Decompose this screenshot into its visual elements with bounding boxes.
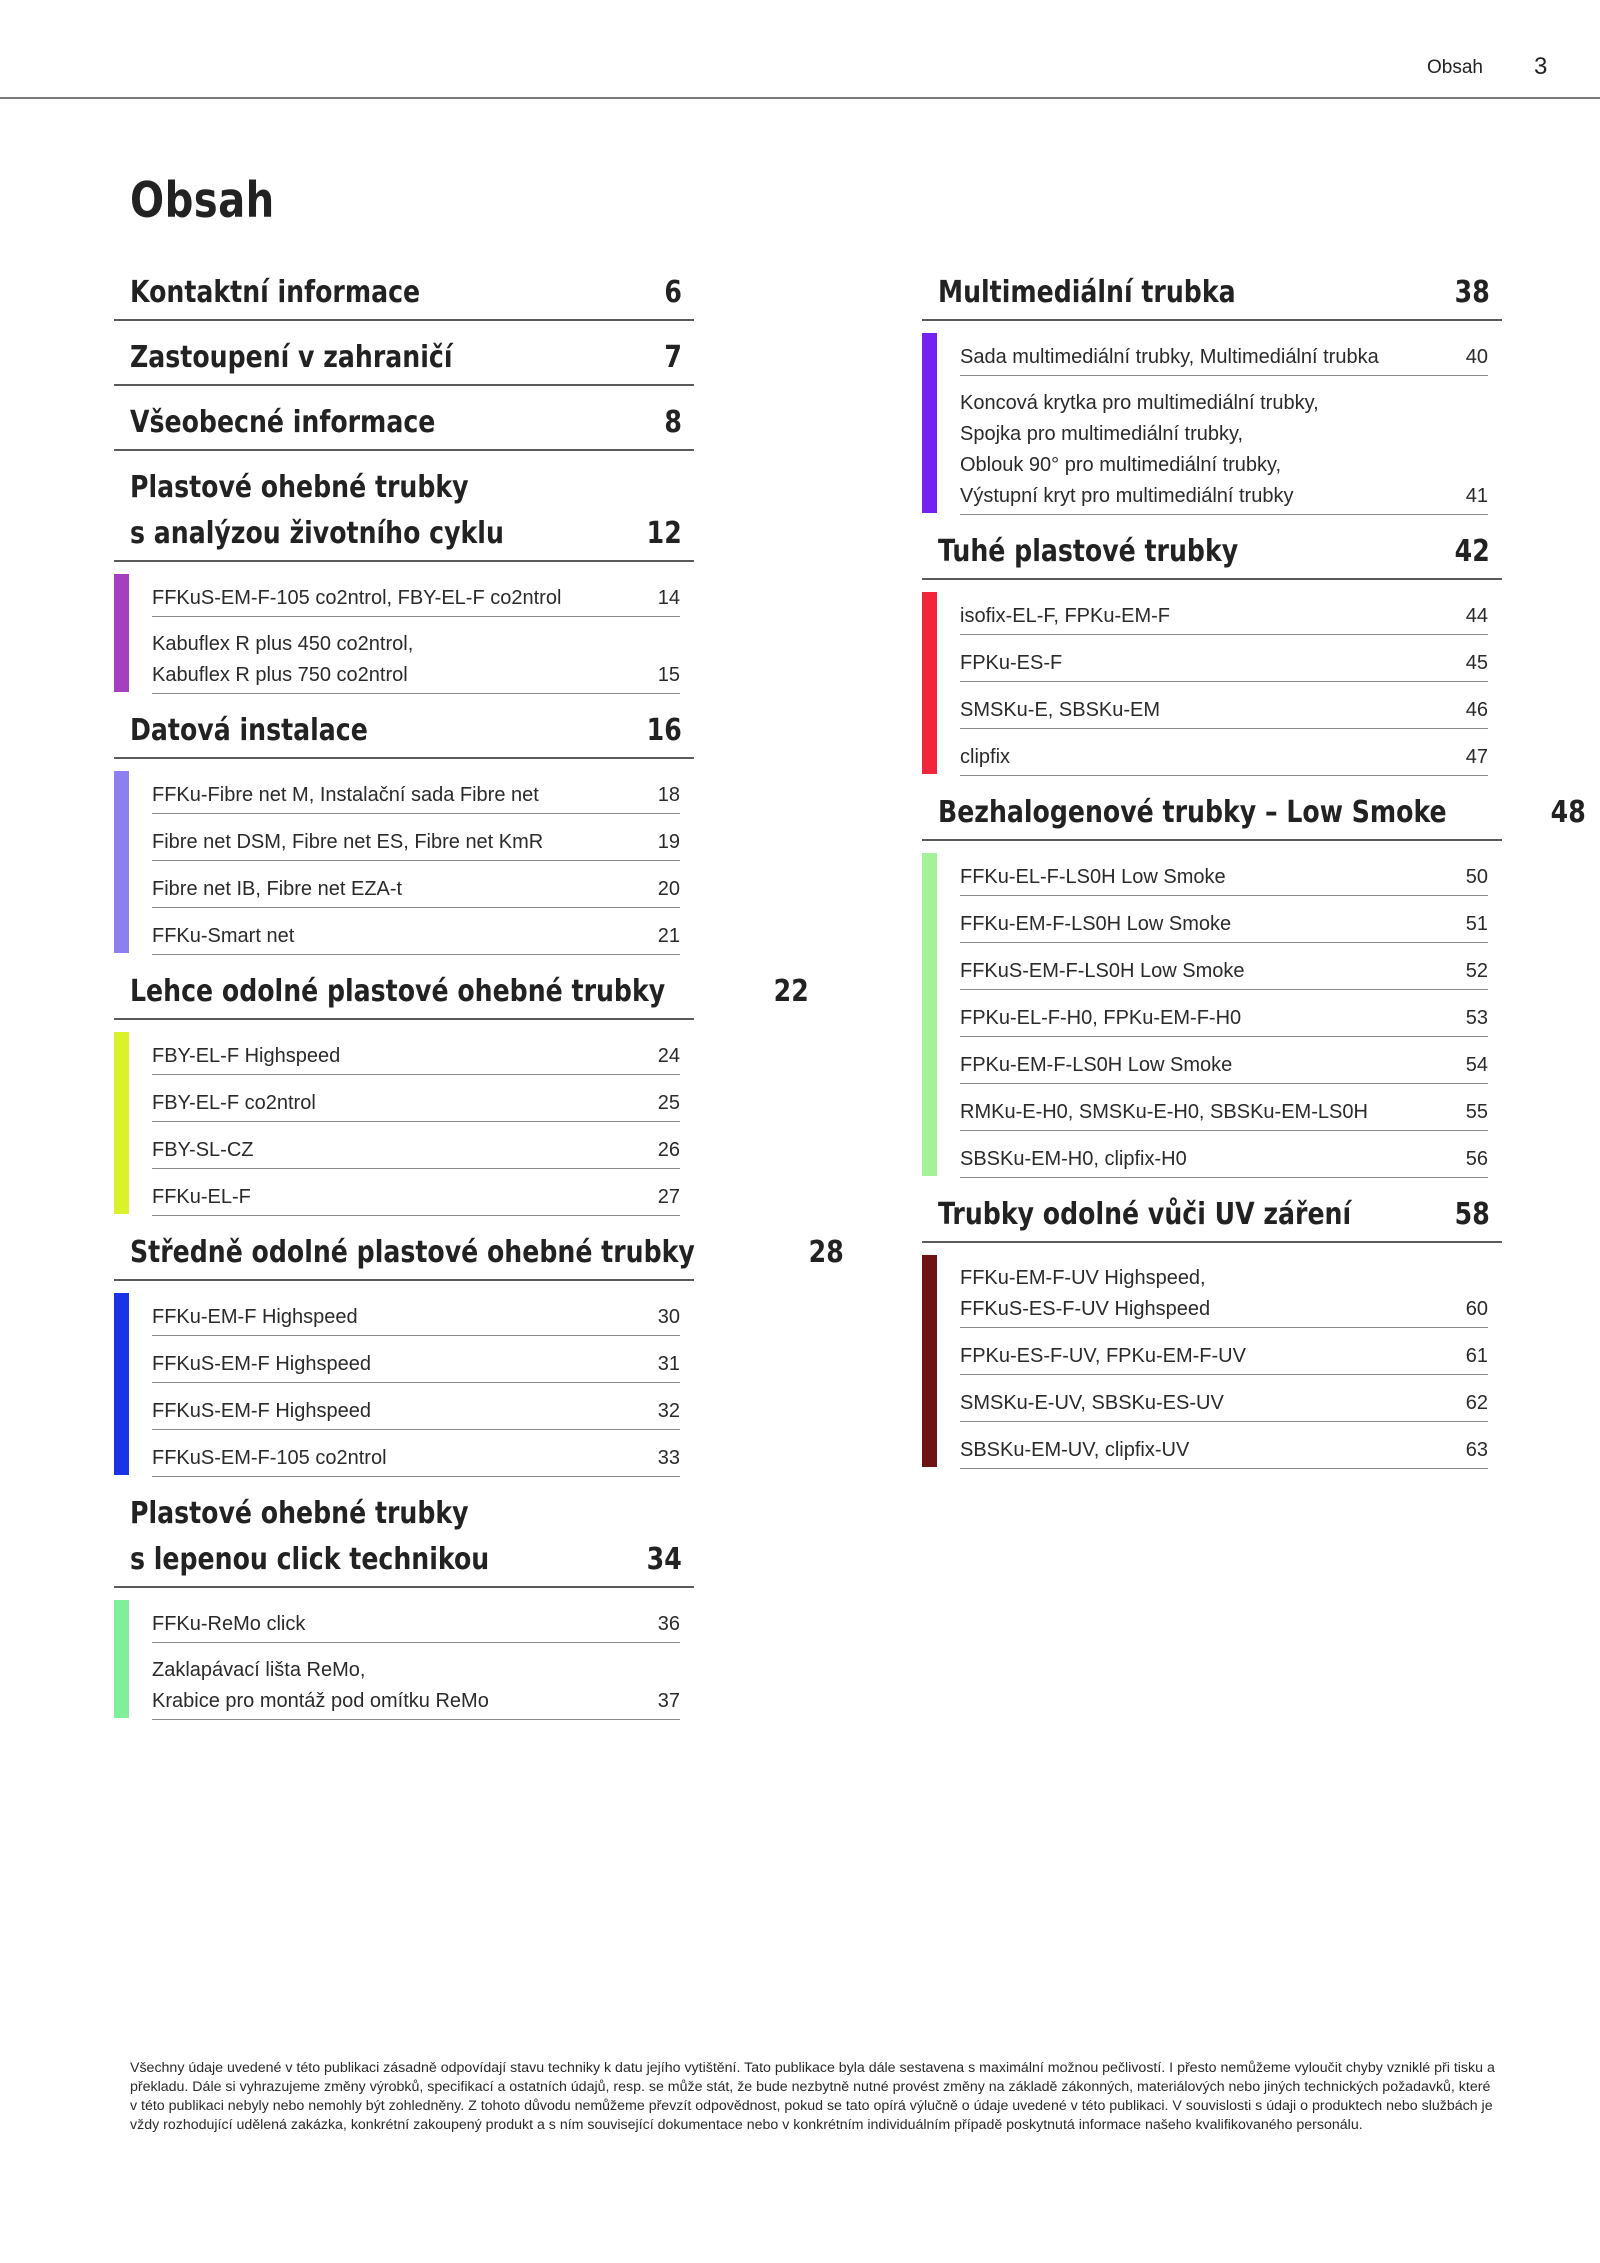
section-title-block bbox=[938, 1192, 1430, 1238]
toc-entry-page: 27 bbox=[657, 1186, 680, 1208]
section-heading[interactable] bbox=[114, 335, 694, 386]
section-items bbox=[114, 767, 694, 955]
toc-entry[interactable] bbox=[960, 588, 1488, 635]
toc-entry-title: SBSKu-EM-H0, clipfix-H0 bbox=[960, 1148, 1187, 1170]
toc-entry-page: 63 bbox=[1465, 1439, 1488, 1461]
toc-entry[interactable] bbox=[960, 1037, 1488, 1084]
section-title: Bezhalogenové trubky – Low Smoke bbox=[938, 795, 1447, 830]
toc-entry-page: 32 bbox=[657, 1400, 680, 1422]
section-color-bar bbox=[114, 1032, 129, 1214]
toc-entry-page: 44 bbox=[1465, 605, 1488, 627]
toc-entry-page: 46 bbox=[1465, 699, 1488, 721]
section-page-number: 16 bbox=[646, 713, 682, 748]
toc-entry[interactable] bbox=[152, 767, 680, 814]
toc-entry[interactable] bbox=[152, 1336, 680, 1383]
section-title-block bbox=[130, 1230, 802, 1276]
toc-right-column bbox=[922, 270, 1586, 1483]
toc-entry-page: 51 bbox=[1465, 913, 1488, 935]
toc-entry-title: FFKu-EM-F-UV Highspeed, FFKuS-ES-F-UV Highspeed bbox=[960, 1267, 1211, 1320]
toc-section bbox=[114, 1230, 845, 1477]
toc-section bbox=[922, 1192, 1502, 1469]
section-items bbox=[922, 849, 1502, 1178]
section-title: Multimediální trubka bbox=[938, 275, 1236, 310]
toc-entry-page: 53 bbox=[1465, 1007, 1488, 1029]
toc-entry-title: Fibre net DSM, Fibre net ES, Fibre net KmR bbox=[152, 831, 544, 853]
section-title: Všeobecné informace bbox=[130, 405, 436, 440]
toc-entry[interactable] bbox=[152, 1122, 680, 1169]
section-title: Trubky odolné vůči UV záření bbox=[938, 1197, 1352, 1232]
toc-entry[interactable] bbox=[960, 896, 1488, 943]
toc-entry-title: FFKu-ReMo click bbox=[152, 1613, 306, 1635]
toc-entry-title: SBSKu-EM-UV, clipfix-UV bbox=[960, 1439, 1190, 1461]
toc-entry-title: FFKu-EL-F bbox=[152, 1186, 251, 1208]
section-title: s analýzou životního cyklu bbox=[130, 516, 504, 551]
section-heading[interactable] bbox=[922, 529, 1502, 580]
section-heading[interactable] bbox=[114, 708, 694, 759]
toc-entry[interactable] bbox=[152, 1028, 680, 1075]
section-page-number: 12 bbox=[646, 516, 682, 551]
toc-entry[interactable] bbox=[960, 376, 1488, 515]
section-color-bar bbox=[922, 333, 937, 513]
toc-section bbox=[922, 529, 1502, 776]
toc-entry-page: 14 bbox=[657, 587, 680, 609]
section-page-number: 48 bbox=[1550, 795, 1586, 830]
section-items bbox=[114, 570, 694, 694]
page-number: 3 bbox=[1534, 53, 1548, 80]
toc-entry[interactable] bbox=[960, 1422, 1488, 1469]
running-header-label: Obsah bbox=[1427, 57, 1483, 78]
toc-entry-page: 56 bbox=[1465, 1148, 1488, 1170]
toc-entry[interactable] bbox=[960, 1084, 1488, 1131]
toc-entry-page: 54 bbox=[1465, 1054, 1488, 1076]
toc-entry-title: isofix-EL-F, FPKu-EM-F bbox=[960, 605, 1171, 627]
section-heading[interactable] bbox=[114, 400, 694, 451]
toc-entry[interactable] bbox=[960, 990, 1488, 1037]
section-page-number: 8 bbox=[664, 405, 682, 440]
toc-entry-page: 52 bbox=[1465, 960, 1488, 982]
toc-entry-title: FFKuS-EM-F-105 co2ntrol bbox=[152, 1447, 387, 1469]
toc-entry-page: 36 bbox=[657, 1613, 680, 1635]
toc-section bbox=[114, 969, 809, 1216]
toc-entry[interactable] bbox=[960, 729, 1488, 776]
toc-entry-page: 45 bbox=[1465, 652, 1488, 674]
section-heading[interactable] bbox=[922, 270, 1502, 321]
section-heading[interactable] bbox=[114, 1230, 845, 1281]
toc-section bbox=[922, 270, 1502, 515]
section-items bbox=[922, 588, 1502, 776]
toc-entry-title: FBY-EL-F Highspeed bbox=[152, 1045, 341, 1067]
toc-left-column bbox=[114, 270, 845, 1734]
toc-section bbox=[114, 335, 694, 386]
section-title-block bbox=[130, 969, 767, 1015]
section-items bbox=[114, 1596, 694, 1720]
toc-section bbox=[114, 400, 694, 451]
section-title: Zastoupení v zahraničí bbox=[130, 340, 453, 375]
toc-entry[interactable] bbox=[960, 1375, 1488, 1422]
toc-entry-title: SMSKu-E-UV, SBSKu-ES-UV bbox=[960, 1392, 1224, 1414]
section-items bbox=[114, 1289, 694, 1477]
toc-entry[interactable] bbox=[960, 1251, 1488, 1328]
disclaimer-footnote: Všechny údaje uvedené v této publikaci zásadně odpovídají stavu techniky k datu jejího vytištění. Tato publikace byla dále sestavena s maximální možnou pečlivostí. I přesto nemůžeme vyloučit chyby vzniklé při tisku a překladu. Dále si vyhrazujeme změny výrobků, specifikací a ostatních údajů, resp. se může stát, že bude nezbytně nutné provést změny na základě zákonných, materiálových nebo jiných technických požadavků, které v této publikaci nebyly nebo nemohly být zohledněny. Z tohoto důvodu nemůžeme převzít odpovědnost, pokud se tato opírá výlučně o údaje uvedené v této publikaci. V souvislosti s údaji o produktech nebo službách je vždy rozhodující udělená zakázka, konkrétní zakoupený produkt a s ním související dokumentace nebo v konkrétním individuálním případě poskytnutá informace našeho kvalifikovaného personálu. bbox=[130, 2060, 1495, 2133]
toc-entry-page: 25 bbox=[657, 1092, 680, 1114]
section-title: Lehce odolné plastové ohebné trubky bbox=[130, 974, 666, 1009]
section-title-block bbox=[130, 708, 413, 754]
section-color-bar bbox=[922, 853, 937, 1176]
toc-section bbox=[114, 708, 694, 955]
section-title-block bbox=[130, 400, 494, 446]
toc-entry-page: 20 bbox=[657, 878, 680, 900]
section-heading[interactable] bbox=[114, 270, 694, 321]
toc-entry-title: FPKu-ES-F-UV, FPKu-EM-F-UV bbox=[960, 1345, 1246, 1367]
toc-entry[interactable] bbox=[152, 1075, 680, 1122]
toc-entry-page: 41 bbox=[1465, 485, 1488, 507]
toc-section bbox=[114, 1491, 694, 1720]
section-title: Datová instalace bbox=[130, 713, 368, 748]
toc-entry-page: 61 bbox=[1465, 1345, 1488, 1367]
section-color-bar bbox=[922, 592, 937, 774]
toc-entry-title: FFKuS-EM-F Highspeed bbox=[152, 1400, 371, 1422]
toc-entry[interactable] bbox=[152, 1643, 680, 1720]
toc-entry-title: FFKuS-EM-F-105 co2ntrol, FBY-EL-F co2ntrol bbox=[152, 587, 562, 609]
toc-entry[interactable] bbox=[960, 635, 1488, 682]
toc-entry-title: RMKu-E-H0, SMSKu-E-H0, SBSKu-EM-LS0H bbox=[960, 1101, 1368, 1123]
toc-entry[interactable] bbox=[960, 849, 1488, 896]
toc-entry[interactable] bbox=[960, 1131, 1488, 1178]
toc-entry-title: FFKu-Smart net bbox=[152, 925, 295, 947]
section-items bbox=[114, 1028, 694, 1216]
toc-entry-title: Sada multimediální trubky, Multimediální trubka bbox=[960, 346, 1379, 368]
toc-entry[interactable] bbox=[960, 943, 1488, 990]
toc-entry-title: FFKu-EM-F-LS0H Low Smoke bbox=[960, 913, 1232, 935]
toc-entry-title: FPKu-EM-F-LS0H Low Smoke bbox=[960, 1054, 1233, 1076]
toc-entry-title: FFKu-EM-F Highspeed bbox=[152, 1306, 358, 1328]
toc-entry[interactable] bbox=[960, 1328, 1488, 1375]
toc-entry[interactable] bbox=[152, 1289, 680, 1336]
toc-entry-page: 18 bbox=[657, 784, 680, 806]
section-color-bar bbox=[114, 771, 129, 953]
section-heading[interactable] bbox=[922, 1192, 1502, 1243]
section-color-bar bbox=[114, 1600, 129, 1718]
toc-entry-page: 30 bbox=[657, 1306, 680, 1328]
section-heading[interactable] bbox=[114, 969, 809, 1020]
section-title-block bbox=[130, 1491, 558, 1583]
toc-entry[interactable] bbox=[152, 908, 680, 955]
toc-entry[interactable] bbox=[152, 617, 680, 694]
section-color-bar bbox=[114, 574, 129, 692]
section-color-bar bbox=[922, 1255, 937, 1467]
section-color-bar bbox=[114, 1293, 129, 1475]
section-title: Tuhé plastové trubky bbox=[938, 534, 1239, 569]
toc-entry-page: 24 bbox=[657, 1045, 680, 1067]
section-page-number: 7 bbox=[664, 340, 682, 375]
toc-entry[interactable] bbox=[960, 682, 1488, 729]
header-divider bbox=[0, 97, 1600, 99]
toc-entry[interactable] bbox=[152, 814, 680, 861]
section-title-block bbox=[130, 270, 475, 316]
toc-entry-page: 15 bbox=[657, 664, 680, 686]
toc-entry-page: 21 bbox=[657, 925, 680, 947]
toc-entry[interactable] bbox=[152, 1430, 680, 1477]
toc-entry-page: 60 bbox=[1465, 1298, 1488, 1320]
page-title: Obsah bbox=[130, 172, 275, 229]
section-page-number: 34 bbox=[646, 1542, 682, 1577]
toc-entry[interactable] bbox=[152, 1383, 680, 1430]
toc-entry-title: FPKu-ES-F bbox=[960, 652, 1063, 674]
section-title-line: Plastové ohebné trubky bbox=[130, 470, 469, 505]
section-title-block bbox=[130, 335, 514, 381]
toc-entry-title: FFKuS-EM-F-LS0H Low Smoke bbox=[960, 960, 1245, 982]
toc-entry[interactable] bbox=[152, 1169, 680, 1216]
toc-entry-title: Fibre net IB, Fibre net EZA-t bbox=[152, 878, 403, 900]
section-items bbox=[922, 329, 1502, 515]
toc-entry-title: FPKu-EL-F-H0, FPKu-EM-F-H0 bbox=[960, 1007, 1242, 1029]
section-heading[interactable] bbox=[114, 465, 694, 562]
section-page-number: 38 bbox=[1454, 275, 1490, 310]
toc-entry[interactable] bbox=[960, 329, 1488, 376]
section-title-block bbox=[938, 790, 1544, 836]
toc-entry-page: 50 bbox=[1465, 866, 1488, 888]
section-title-line: Plastové ohebné trubky bbox=[130, 1496, 469, 1531]
toc-entry-page: 37 bbox=[657, 1690, 680, 1712]
toc-entry-title: Koncová krytka pro multimediální trubky, Spojka pro multimediální trubky, Oblouk 90° pro multimediální trubky, Výstupní kryt pro multimediální trubky bbox=[960, 392, 1319, 507]
toc-entry[interactable] bbox=[152, 570, 680, 617]
section-page-number: 22 bbox=[773, 974, 809, 1009]
section-title-block bbox=[938, 270, 1292, 316]
section-page-number: 28 bbox=[809, 1235, 845, 1270]
toc-entry-page: 40 bbox=[1465, 346, 1488, 368]
toc-entry-title: FFKu-EL-F-LS0H Low Smoke bbox=[960, 866, 1226, 888]
section-page-number: 58 bbox=[1454, 1197, 1490, 1232]
toc-entry-title: Kabuflex R plus 450 co2ntrol, Kabuflex R plus 750 co2ntrol bbox=[152, 633, 414, 686]
section-title-block bbox=[938, 529, 1295, 575]
section-page-number: 42 bbox=[1454, 534, 1490, 569]
toc-entry-title: FFKu-Fibre net M, Instalační sada Fibre net bbox=[152, 784, 539, 806]
toc-section bbox=[922, 790, 1586, 1178]
toc-entry-page: 26 bbox=[657, 1139, 680, 1161]
toc-entry[interactable] bbox=[152, 861, 680, 908]
toc-entry-title: SMSKu-E, SBSKu-EM bbox=[960, 699, 1161, 721]
toc-entry-title: FFKuS-EM-F Highspeed bbox=[152, 1353, 371, 1375]
toc-entry-title: Zaklapávací lišta ReMo, Krabice pro montáž pod omítku ReMo bbox=[152, 1659, 489, 1712]
toc-section bbox=[114, 465, 694, 694]
section-title: s lepenou click technikou bbox=[130, 1542, 490, 1577]
toc-section bbox=[114, 270, 694, 321]
section-title: Kontaktní informace bbox=[130, 275, 421, 310]
section-items bbox=[922, 1251, 1502, 1469]
toc-entry-page: 19 bbox=[657, 831, 680, 853]
section-heading[interactable] bbox=[114, 1491, 694, 1588]
toc-entry-title: clipfix bbox=[960, 746, 1011, 768]
toc-entry-page: 31 bbox=[657, 1353, 680, 1375]
section-title: Středně odolné plastové ohebné trubky bbox=[130, 1235, 695, 1270]
toc-entry-page: 55 bbox=[1465, 1101, 1488, 1123]
section-page-number: 6 bbox=[664, 275, 682, 310]
toc-entry[interactable] bbox=[152, 1596, 680, 1643]
section-title-block bbox=[130, 465, 575, 557]
toc-entry-page: 47 bbox=[1465, 746, 1488, 768]
toc-entry-title: FBY-SL-CZ bbox=[152, 1139, 254, 1161]
toc-entry-page: 33 bbox=[657, 1447, 680, 1469]
section-heading[interactable] bbox=[922, 790, 1586, 841]
toc-entry-page: 62 bbox=[1465, 1392, 1488, 1414]
toc-entry-title: FBY-EL-F co2ntrol bbox=[152, 1092, 316, 1114]
